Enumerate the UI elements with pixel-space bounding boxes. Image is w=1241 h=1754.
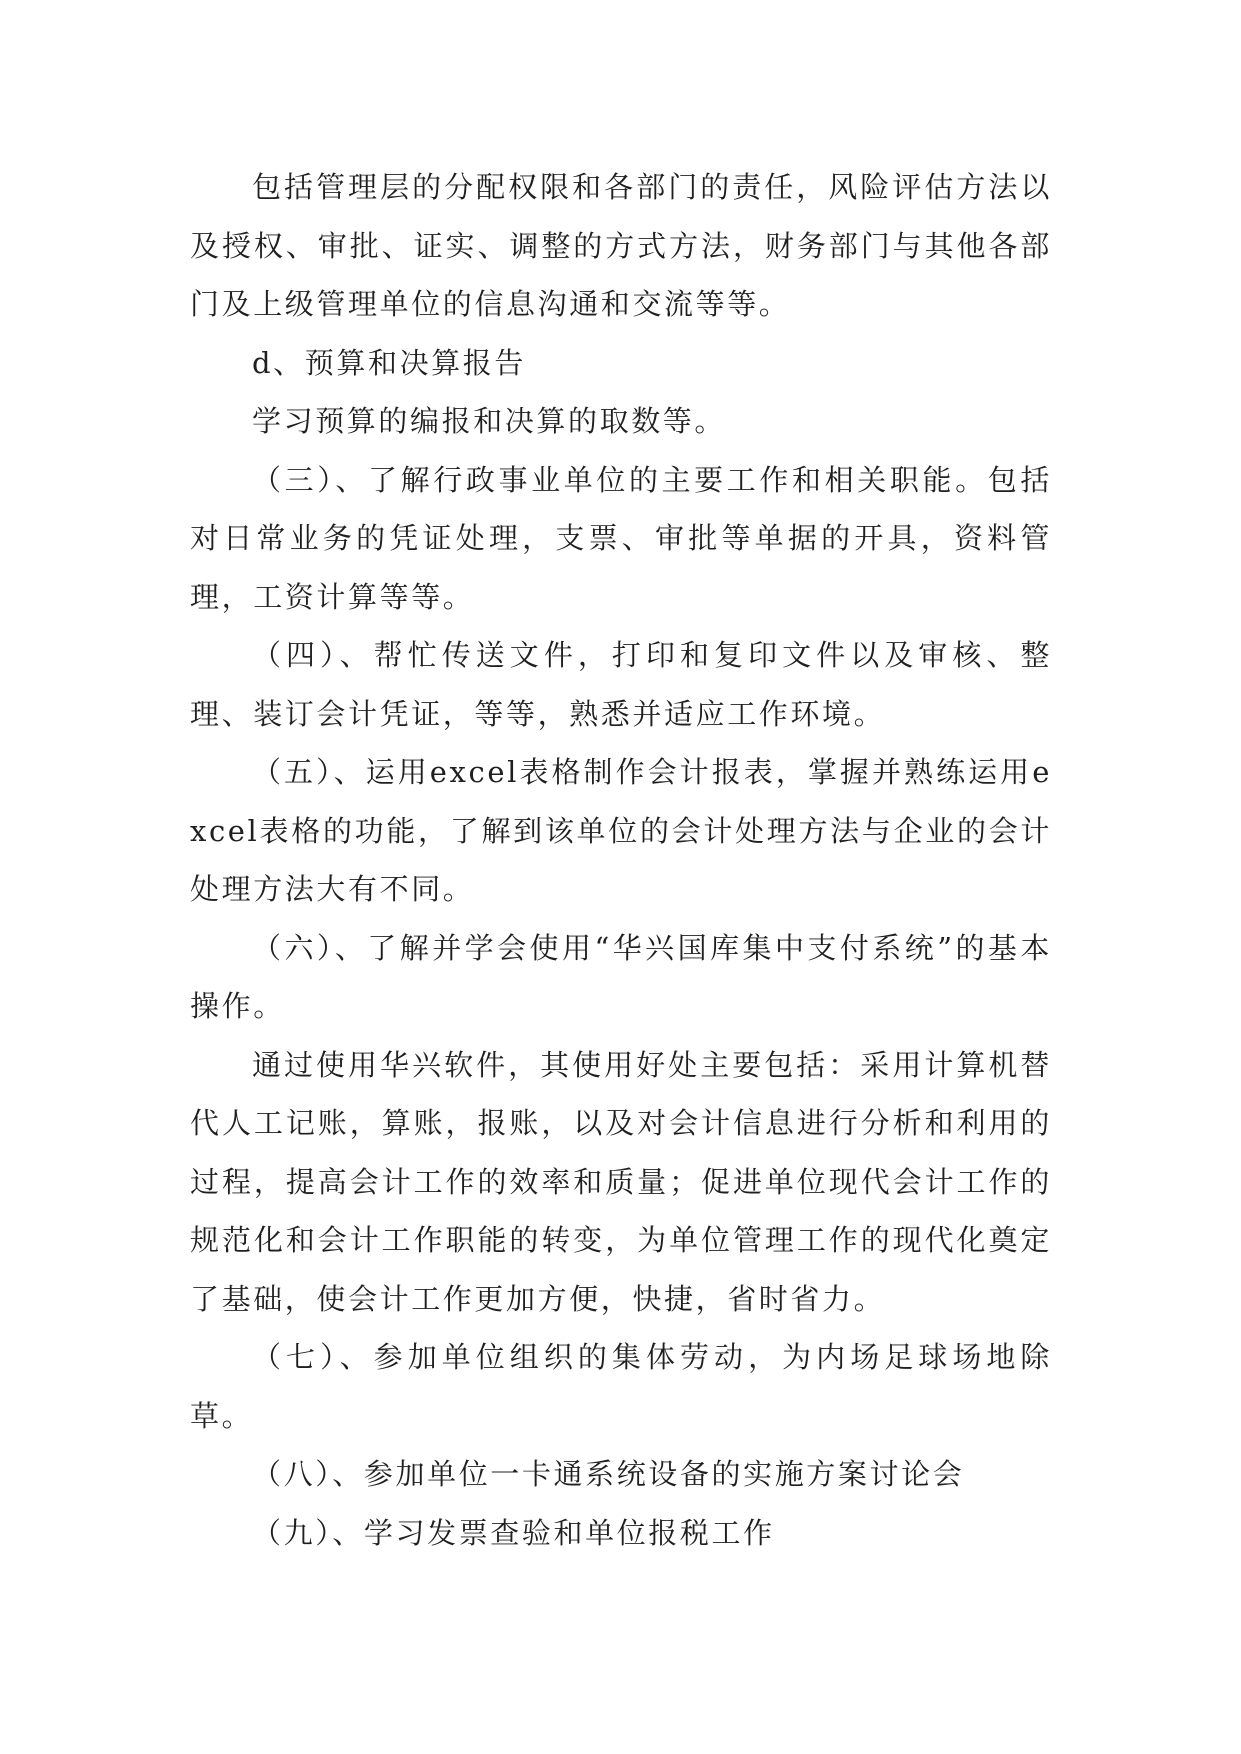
- paragraph-item-8: （八）、参加单位一卡通系统设备的实施方案讨论会: [252, 1457, 965, 1491]
- paragraph-budget-study: 学习预算的编报和决算的取数等。: [252, 404, 727, 438]
- paragraph-item-3: （三）、了解行政事业单位的主要工作和相关职能。包括对日常业务的凭证处理，支票、审批等单据的开具，资料管理，工资计算等等。: [190, 462, 1052, 614]
- paragraph-heading-budget: d、预算和决算报告: [252, 345, 526, 380]
- paragraph-software-benefits: 通过使用华兴软件，其使用好处主要包括：采用计算机替代人工记账，算账，报账，以及对会计信息进行分析和利用的过程，提高会计工作的效率和质量；促进单位现代会计工作的规范化和会计工作职能的转变，为单位管理工作的现代化奠定了基础，使会计工作更加方便，快捷，省时省力。: [190, 1047, 1052, 1316]
- paragraph-item-4: （四）、帮忙传送文件，打印和复印文件以及审核、整理、装订会计凭证，等等，熟悉并适应工作环境。: [190, 638, 1052, 731]
- paragraph-item-6: （六）、了解并学会使用“华兴国库集中支付系统”的基本操作。: [190, 930, 1052, 1023]
- paragraph-management-scope: 包括管理层的分配权限和各部门的责任，风险评估方法以及授权、审批、证实、调整的方式方法，财务部门与其他各部门及上级管理单位的信息沟通和交流等等。: [190, 170, 1052, 321]
- document-body: [190, 158, 1052, 1562]
- paragraph-item-5: （五）、运用excel表格制作会计报表，掌握并熟练运用excel表格的功能，了解到该单位的会计处理方法与企业的会计处理方法大有不同。: [190, 755, 1052, 906]
- paragraph-item-9: （九）、学习发票查验和单位报税工作: [252, 1515, 775, 1550]
- paragraph-item-7: （七）、参加单位组织的集体劳动，为内场足球场地除草。: [190, 1340, 1052, 1433]
